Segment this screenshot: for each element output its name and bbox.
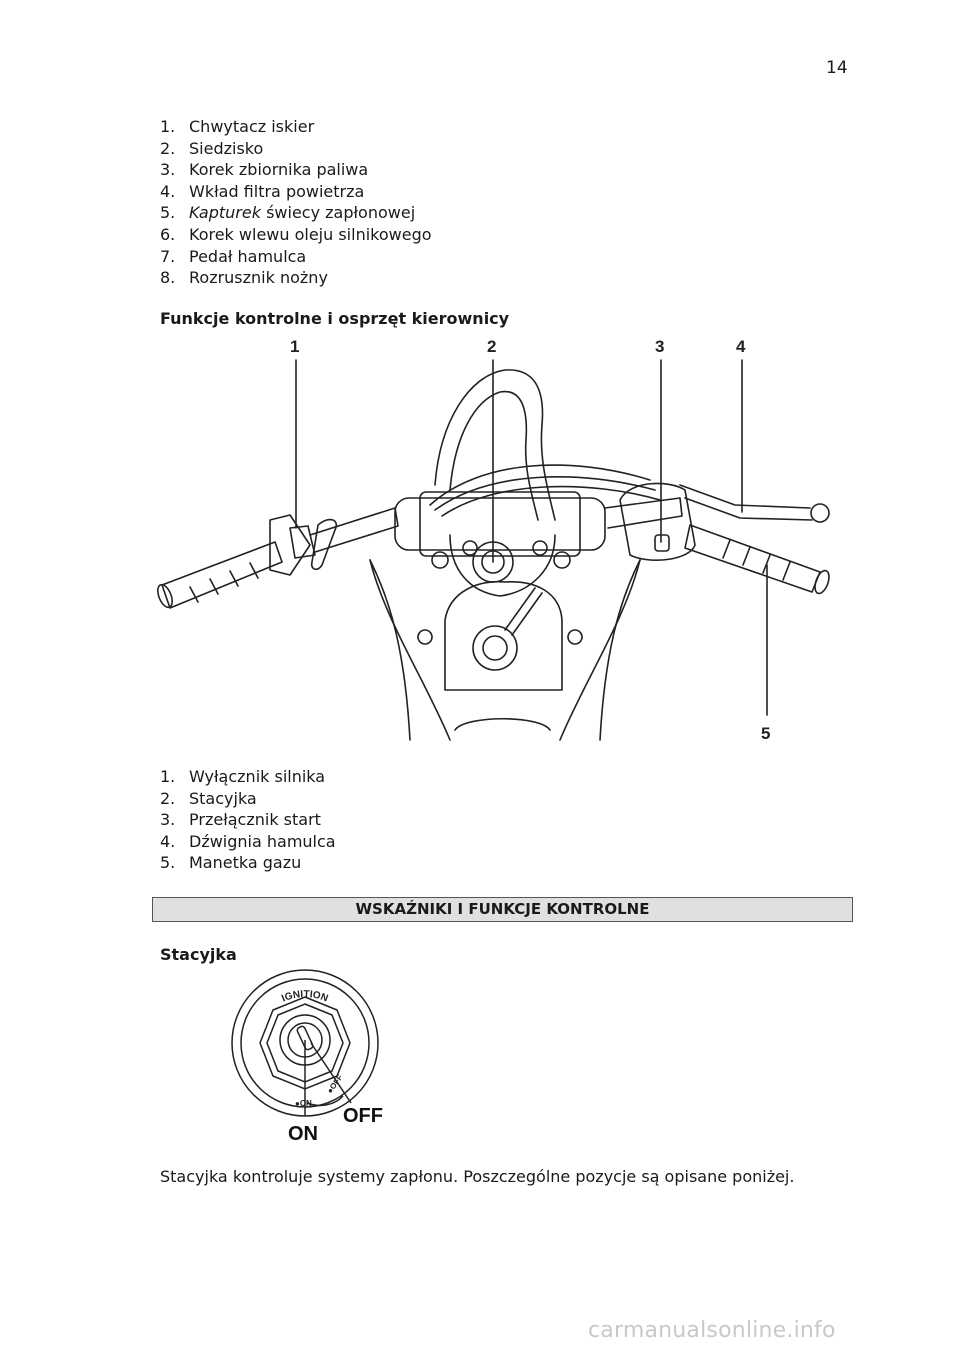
watermark: carmanualsonline.info bbox=[588, 1318, 836, 1343]
body-paragraph: Stacyjka kontroluje systemy zapłonu. Poszczególne pozycje są opisane poniżej. bbox=[160, 1167, 795, 1186]
callout-5: 5 bbox=[761, 724, 771, 743]
page-number: 14 bbox=[826, 58, 848, 78]
list-item: 2. Stacyjka bbox=[160, 788, 257, 808]
callout-2: 2 bbox=[487, 337, 497, 356]
list-item: 1. Wyłącznik silnika bbox=[160, 767, 326, 786]
list-item: 7. Pedał hamulca bbox=[160, 246, 307, 266]
section-title: WSKAŹNIKI I FUNKCJE KONTROLNE bbox=[152, 897, 853, 922]
handlebar-heading: Funkcje kontrolne i osprzęt kierownicy bbox=[160, 309, 510, 328]
list-item: 6. Korek wlewu oleju silnikowego bbox=[160, 224, 432, 244]
list-item: 5. Manetka gazu bbox=[160, 853, 302, 873]
ignition-on-label: ON bbox=[288, 1123, 318, 1143]
handlebar-diagram bbox=[150, 330, 830, 750]
parts-list bbox=[160, 116, 432, 289]
list-item: 3. Korek zbiornika paliwa bbox=[160, 160, 369, 180]
list-item: 3. Przełącznik start bbox=[160, 810, 321, 830]
ignition-on-mark: ●ON bbox=[295, 1099, 312, 1108]
list-item: 2. Siedzisko bbox=[160, 138, 264, 158]
ignition-heading: Stacyjka bbox=[160, 945, 237, 964]
callout-3: 3 bbox=[655, 337, 665, 356]
controls-list bbox=[160, 766, 336, 874]
list-item: 8. Rozrusznik nożny bbox=[160, 268, 328, 288]
ignition-off-mark: ●OFF bbox=[325, 1072, 345, 1096]
list-item: 4. Wkład filtra powietrza bbox=[160, 181, 365, 201]
callout-1: 1 bbox=[290, 337, 300, 356]
list-item: 5. Kapturek świecy zapłonowej bbox=[160, 203, 416, 223]
ignition-ring-label: IGNITION bbox=[280, 988, 330, 1005]
ignition-switch-diagram bbox=[225, 968, 395, 1143]
callout-4: 4 bbox=[736, 337, 746, 356]
ignition-off-label: OFF bbox=[343, 1105, 383, 1127]
list-item: 4. Dźwignia hamulca bbox=[160, 831, 336, 851]
list-item: 1. Chwytacz iskier bbox=[160, 117, 315, 136]
